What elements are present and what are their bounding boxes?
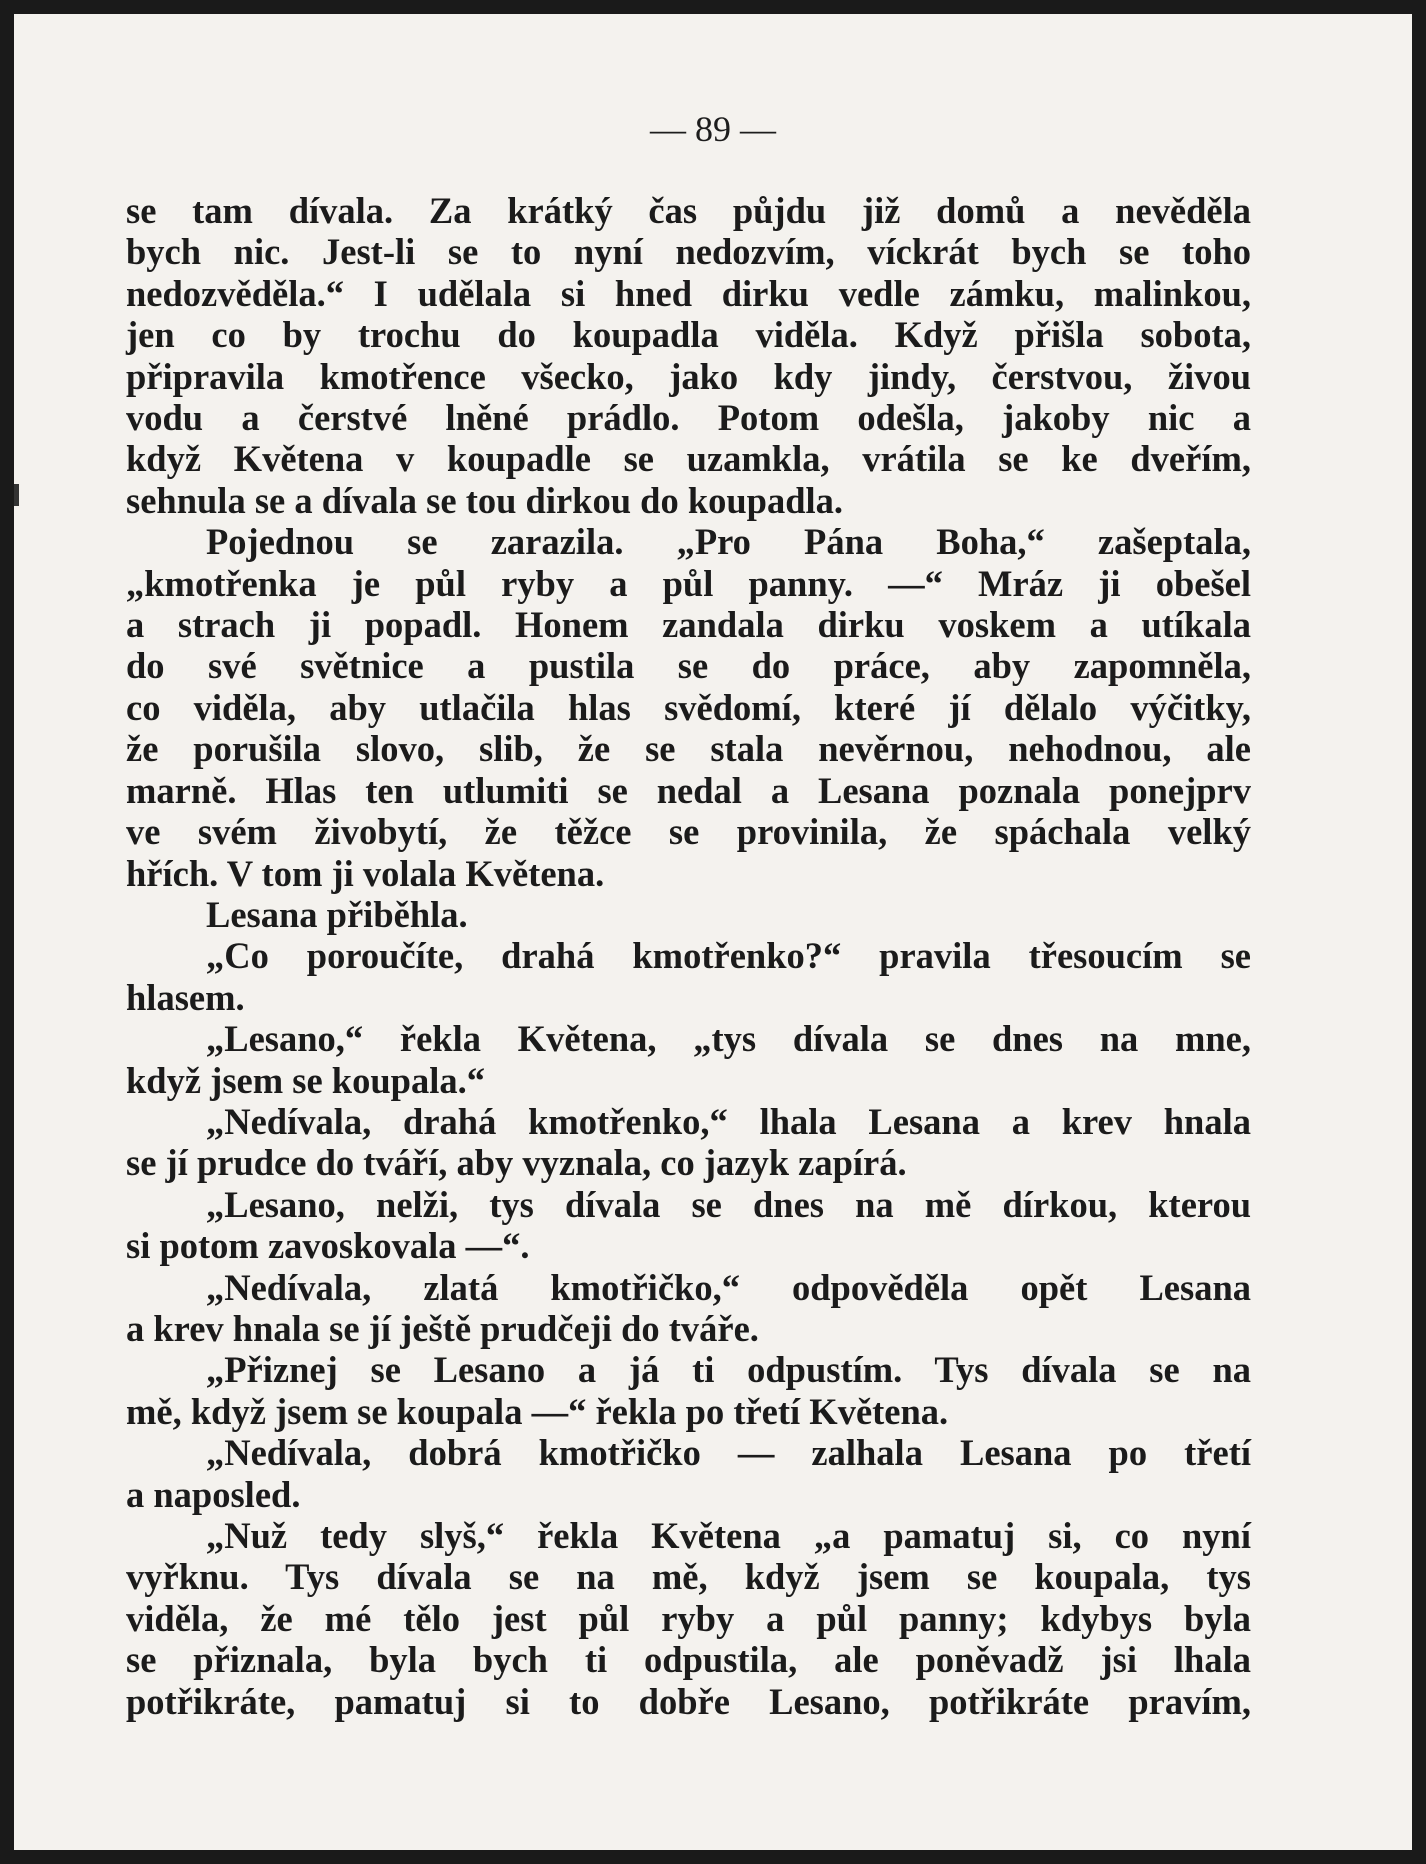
text-line: a strach ji popadl. Honem zandala dirku voskem a utíkala (126, 604, 1251, 646)
text-line: když jsem se koupala.“ (126, 1059, 485, 1101)
page-number: — 89 — (650, 109, 776, 149)
text-line: sehnula se a dívala se tou dirkou do koupadla. (126, 479, 844, 521)
text-line: bych nic. Jest-li se to nyní nedozvím, víckrát bych se toho (126, 231, 1251, 273)
text-line: „Co poroučíte, drahá kmotřenko?“ pravila třesoucím se (206, 935, 1251, 977)
text-line: viděla, že mé tělo jest půl ryby a půl panny; kdybys byla (126, 1597, 1251, 1639)
text-line: „Lesano, nelži, tys dívala se dnes na mě dírkou, kterou (206, 1183, 1251, 1225)
text-line: hřích. V tom ji volala Květena. (126, 852, 605, 894)
text-line: „Nuž tedy slyš,“ řekla Květena „a pamatuj si, co nyní (206, 1515, 1251, 1556)
text-line: „Nedívala, dobrá kmotřičko — zalhala Lesana po třetí (206, 1432, 1251, 1474)
text-line: připravila kmotřence všecko, jako kdy jindy, čerstvou, živou (126, 355, 1251, 397)
text-line: Lesana přiběhla. (206, 893, 468, 935)
text-line: že porušila slovo, slib, že se stala nevěrnou, nehodnou, ale (126, 728, 1251, 770)
text-line: a krev hnala se jí ještě prudčeji do tváře. (126, 1307, 759, 1349)
text-line: když Květena v koupadle se uzamkla, vrátila se ke dveřím, (126, 438, 1251, 480)
text-line: Pojednou se zarazila. „Pro Pána Boha,“ zašeptala, (206, 521, 1251, 563)
text-line: se jí prudce do tváří, aby vyznala, co jazyk zapírá. (126, 1142, 907, 1184)
page-text (126, 190, 1251, 1722)
text-line: hlasem. (126, 976, 245, 1018)
text-line: marně. Hlas ten utlumiti se nedal a Lesana poznala ponejprv (126, 769, 1251, 811)
book-page (14, 14, 1412, 1850)
text-line: co viděla, aby utlačila hlas svědomí, které jí dělalo výčitky, (126, 686, 1251, 728)
page-edge-mark (14, 484, 19, 506)
text-line: a naposled. (126, 1473, 301, 1515)
text-line: vyřknu. Tys dívala se na mě, když jsem se koupala, tys (126, 1556, 1251, 1598)
text-line: „Lesano,“ řekla Květena, „tys dívala se dnes na mne, (206, 1018, 1251, 1060)
text-line: vodu a čerstvé lněné prádlo. Potom odešla, jakoby nic a (126, 397, 1251, 439)
text-line: se tam dívala. Za krátký čas půjdu již domů a nevěděla (126, 190, 1251, 231)
text-line: jen co by trochu do koupadla viděla. Když přišla sobota, (126, 314, 1251, 356)
text-line: „Nedívala, zlatá kmotřičko,“ odpověděla opět Lesana (206, 1266, 1251, 1308)
text-line: potřikráte, pamatuj si to dobře Lesano, potřikráte pravím, (126, 1680, 1251, 1722)
text-line: mě, když jsem se koupala —“ řekla po třetí Květena. (126, 1390, 949, 1432)
text-line: ve svém živobytí, že těžce se provinila, že spáchala velký (126, 811, 1251, 853)
text-line: si potom zavoskovala —“. (126, 1225, 530, 1267)
text-line: „Nedívala, drahá kmotřenko,“ lhala Lesana a krev hnala (206, 1100, 1251, 1142)
text-line: nedozvěděla.“ I udělala si hned dirku vedle zámku, malinkou, (126, 272, 1251, 314)
text-line: se přiznala, byla bych ti odpustila, ale poněvadž jsi lhala (126, 1639, 1251, 1681)
text-line: „kmotřenka je půl ryby a půl panny. —“ Mráz ji obešel (126, 562, 1251, 604)
text-line: do své světnice a pustila se do práce, aby zapomněla, (126, 645, 1251, 687)
text-line: „Přiznej se Lesano a já ti odpustím. Tys dívala se na (206, 1349, 1251, 1391)
